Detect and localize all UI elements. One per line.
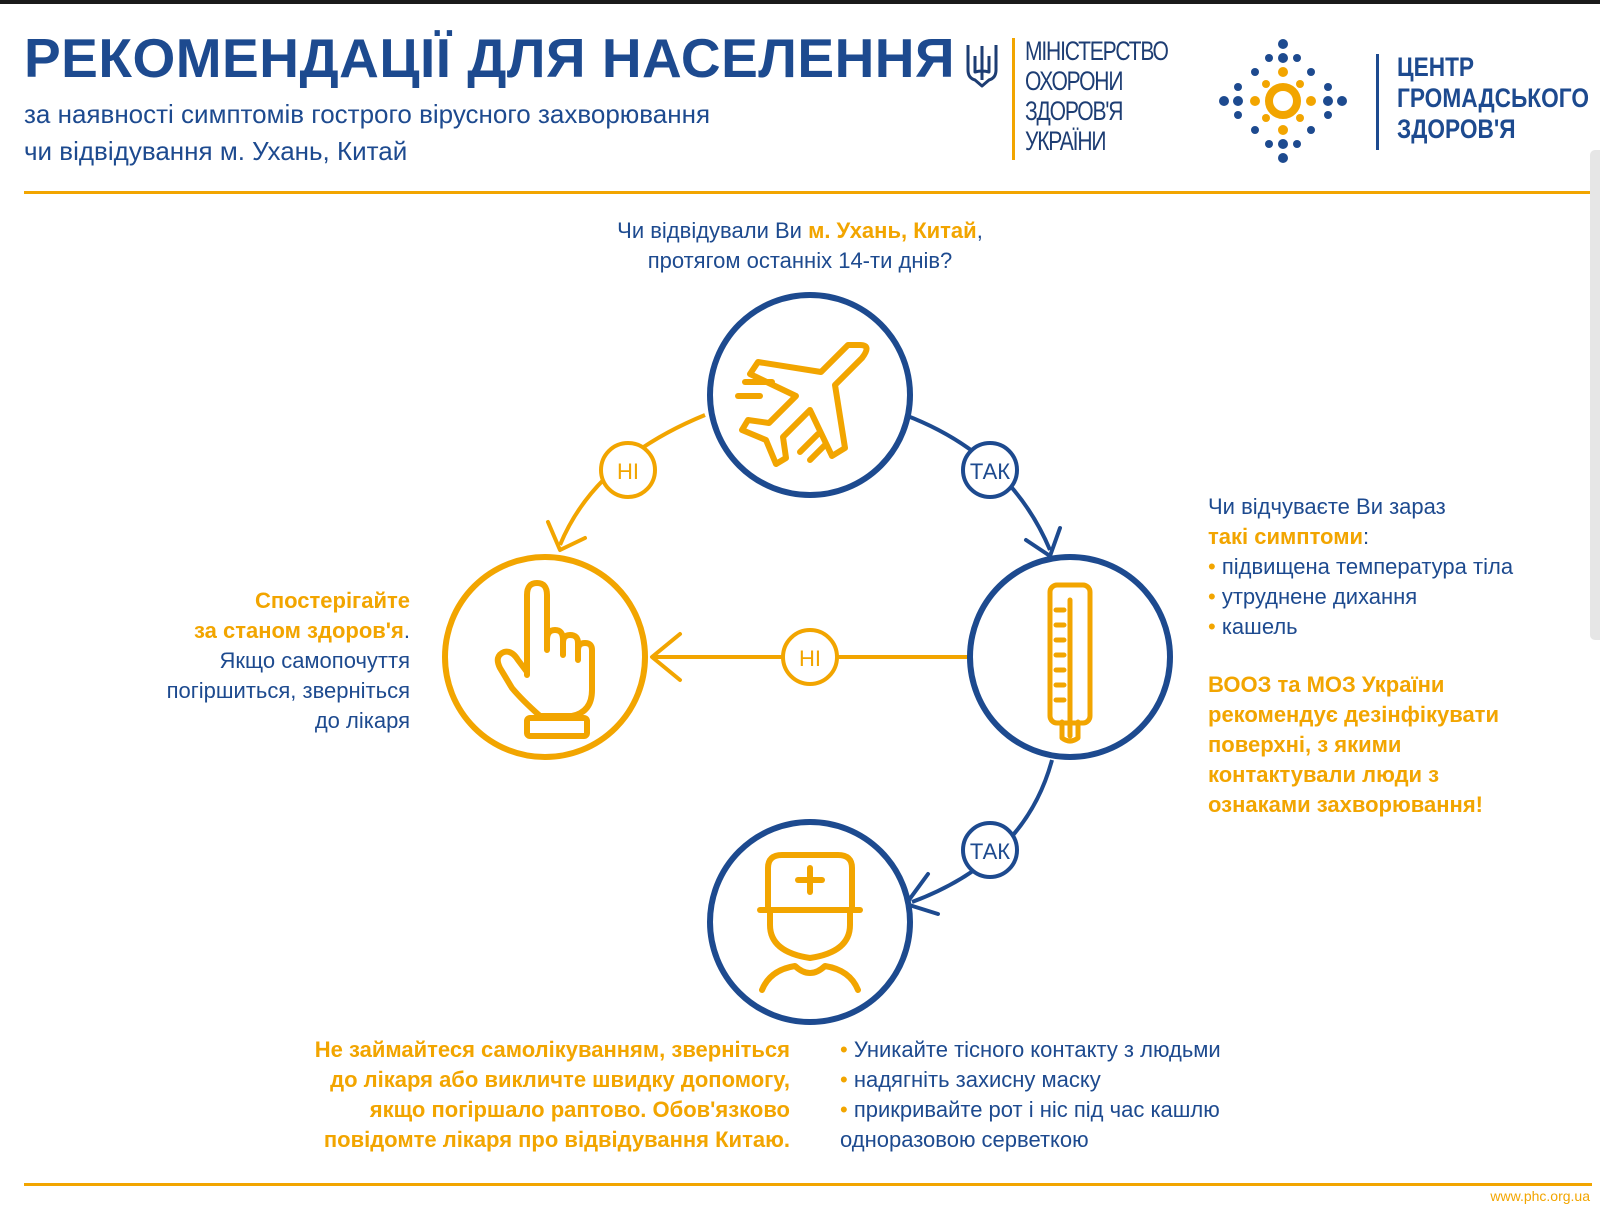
label-no-travel (601, 443, 655, 497)
scroll-edge (1590, 150, 1600, 640)
observe-text (90, 586, 410, 736)
ministry-logo-line: МІНІСТЕРСТВО (1025, 36, 1168, 66)
prevention-tips (840, 1035, 1360, 1155)
observe-highlight-2: за станом здоров'я (194, 618, 404, 643)
node-doctor (710, 822, 910, 1022)
label-no-travel-text: НІ (617, 459, 639, 484)
subtitle-line-2: чи відвідування м. Ухань, Китай (24, 136, 408, 166)
doctor-advice (220, 1035, 790, 1155)
list-item: • надягніть захисну маску (840, 1065, 1360, 1095)
website-link[interactable]: www.phc.org.ua (1490, 1188, 1590, 1204)
who-line: поверхні, з якими (1208, 732, 1402, 757)
symptoms-colon: : (1363, 524, 1370, 549)
ministry-logo-line: ЗДОРОВ'Я (1025, 96, 1123, 126)
label-no-symptoms-text: НІ (799, 646, 821, 671)
label-yes-travel (963, 443, 1017, 497)
symptoms-highlight: такі симптоми (1208, 524, 1363, 549)
symptoms-text (1208, 492, 1588, 642)
doctor-advice-line: Не займайтеся самолікуванням, зверніться (314, 1037, 790, 1062)
node-travel (710, 295, 910, 495)
observe-dot: . (403, 618, 410, 643)
ministry-logo-line: ОХОРОНИ (1025, 66, 1123, 96)
who-line: ВООЗ та МОЗ України (1208, 672, 1445, 697)
who-line: контактували люди з (1208, 762, 1440, 787)
phc-logo-line: ГРОМАДСЬКОГО (1397, 83, 1589, 113)
phc-logo-line: ЦЕНТР (1397, 52, 1475, 82)
prevention-continuation: одноразовою серветкою (840, 1127, 1089, 1152)
list-item: • кашель (1208, 612, 1588, 642)
label-yes-symptoms (963, 823, 1017, 877)
question-travel (560, 216, 1040, 276)
node-observe (445, 557, 645, 757)
observe-line-5: до лікаря (314, 708, 410, 733)
symptoms-question: Чи відчуваєте Ви зараз (1208, 494, 1446, 519)
label-yes-symptoms-text: ТАК (969, 839, 1011, 864)
observe-line-3: Якщо самопочуття (219, 648, 410, 673)
symptoms-list (1208, 552, 1588, 642)
prevention-list (840, 1035, 1360, 1125)
footer-divider (24, 1183, 1592, 1186)
question-travel-line2: протягом останніх 14-ти днів? (647, 248, 953, 273)
who-line: рекомендує дезінфікувати (1208, 702, 1499, 727)
question-travel-text: Чи відвідували Ви (617, 218, 809, 243)
question-travel-comma: , (976, 218, 983, 243)
question-travel-highlight: м. Ухань, Китай (808, 218, 977, 243)
node-symptoms (970, 557, 1170, 757)
doctor-advice-line: якщо погіршало раптово. Обов'язково (369, 1097, 790, 1122)
list-item: • утруднене дихання (1208, 582, 1588, 612)
list-item: • прикривайте рот і ніс під час кашлю (840, 1095, 1360, 1125)
observe-line-4: погіршиться, зверніться (166, 678, 410, 703)
ministry-logo-line: УКРАЇНИ (1025, 126, 1106, 156)
observe-highlight-1: Спостерігайте (254, 588, 410, 613)
who-recommendation (1208, 670, 1588, 820)
subtitle-line-1: за наявності симптомів гострого вірусного захворювання (24, 99, 711, 129)
label-yes-travel-text: ТАК (969, 459, 1011, 484)
arrowhead-no-travel (548, 522, 585, 550)
list-item: • підвищена температура тіла (1208, 552, 1588, 582)
who-line: ознаками захворювання! (1208, 792, 1483, 817)
doctor-advice-line: до лікаря або викличте швидку допомогу, (330, 1067, 790, 1092)
doctor-advice-line: повідомте лікаря про відвідування Китаю. (323, 1127, 790, 1152)
phc-logo-line: ЗДОРОВ'Я (1397, 114, 1516, 144)
list-item: • Уникайте тісного контакту з людьми (840, 1035, 1360, 1065)
page-title: РЕКОМЕНДАЦІЇ ДЛЯ НАСЕЛЕННЯ (24, 27, 956, 89)
label-no-symptoms (783, 630, 837, 684)
